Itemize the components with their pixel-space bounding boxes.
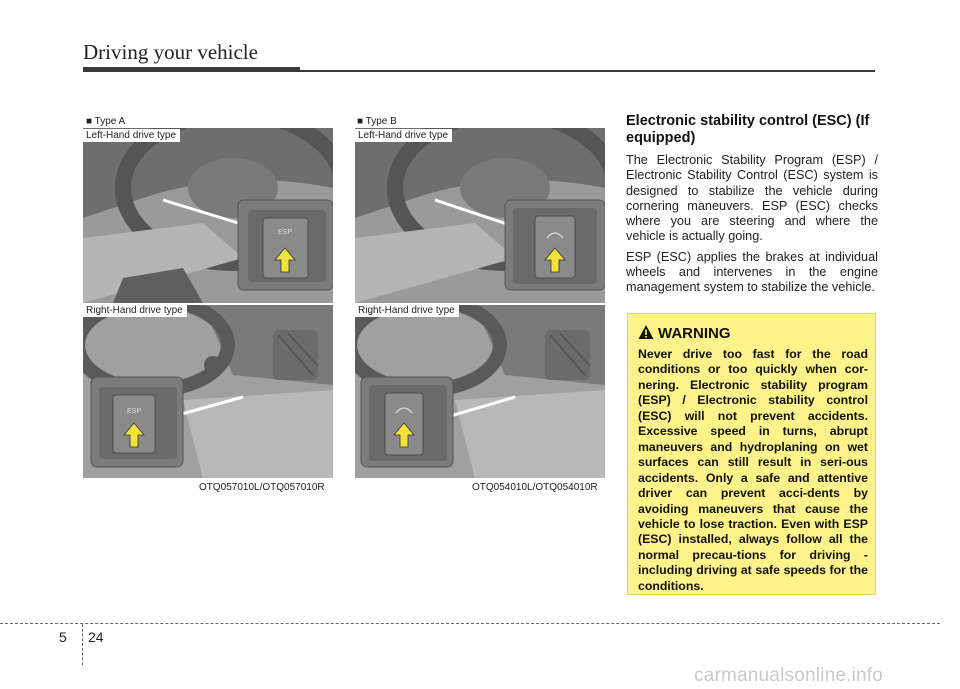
section-paragraph: ESP (ESC) applies the brakes at individual wheels and intervenes in the engine management system to stabilize the vehicle. (626, 249, 878, 295)
figure-a-lhd-photo (83, 128, 333, 303)
figure-b-rhd-photo (355, 305, 605, 478)
header-rule-thick (83, 67, 300, 72)
header-rule-thin (300, 70, 875, 72)
warning-triangle-icon (638, 324, 654, 340)
section-title: Electronic stability control (ESC) (If equipped) (626, 113, 870, 146)
watermark: carmanualsonline.info (694, 665, 884, 686)
footer-rule (0, 623, 940, 624)
warning-text: Never drive too fast for the road conditions or too quickly when cor-nering. Electronic stability program (ESP) / Electronic stability control (ESC) will not prevent accidents. Excessive speed in turns, abrupt maneuvers and hydroplaning on wet surfaces can still result in seri-ous accidents. Only a safe and attentive driver can prevent acci-dents by avoiding maneuvers that cause the vehicle to lose traction. Even with ESP (ESC) installed, always follow all the normal precau-tions for driving - including driving at safe speeds for the conditions. (638, 347, 868, 593)
figure-b-lhd-photo (355, 128, 605, 303)
section-body (626, 153, 878, 301)
page-header-title: Driving your vehicle (83, 40, 258, 64)
figure-b-code: OTQ054010L/OTQ054010R (472, 482, 598, 493)
section-number: 5 (59, 629, 67, 645)
warning-box (627, 313, 876, 595)
figure-type-a-label: ■ Type A (86, 116, 126, 127)
warning-title: WARNING (658, 325, 731, 342)
esp-button-text: ESP (126, 408, 142, 415)
figure-a-rhd-label: Right-Hand drive type (83, 305, 187, 317)
figure-a-rhd-photo (83, 305, 333, 478)
figure-a-lhd-label: Left-Hand drive type (83, 129, 180, 142)
footer-divider (82, 624, 83, 665)
figure-b-rhd-label: Right-Hand drive type (355, 305, 459, 317)
figure-type-b-label: ■ Type B (357, 116, 397, 127)
page-number: 24 (88, 629, 104, 645)
figure-b-lhd-label: Left-Hand drive type (355, 129, 452, 142)
figure-a-code: OTQ057010L/OTQ057010R (199, 482, 325, 493)
esp-button-text: ESP (277, 229, 293, 236)
section-paragraph: The Electronic Stability Program (ESP) / Electronic Stability Control (ESC) system is designed to stabilize the vehicle during cornering maneuvers. ESP (ESC) checks where you are steering and where the vehicle is actually going. (626, 153, 878, 244)
